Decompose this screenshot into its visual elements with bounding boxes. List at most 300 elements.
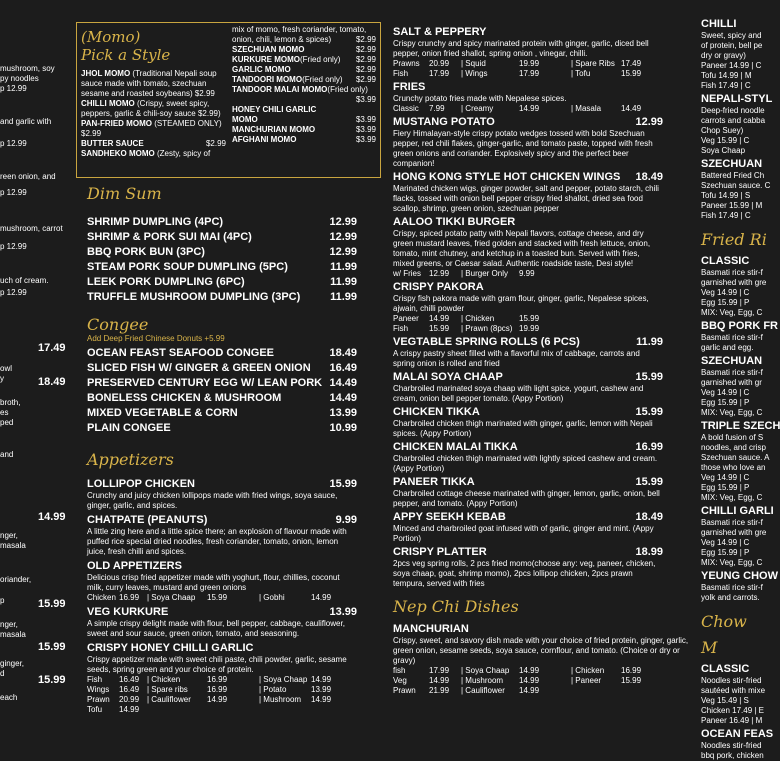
left-column-fragment — [0, 0, 72, 750]
menu-item-name: HONG KONG STYLE HOT CHICKEN WINGS — [393, 171, 621, 183]
classic-variant: Egg 15.99 | P — [701, 298, 750, 307]
dim-sum-price: 11.99 — [330, 291, 357, 303]
menu-item — [393, 441, 663, 474]
variant-cell: 14.49 — [621, 104, 642, 113]
variant-cell: | Chicken — [571, 666, 605, 675]
appetizer-desc: Delicious crisp fried appetizer made with yoghurt, flour, chillies, coconut milk, curry leaves, mustard and green onions — [87, 573, 340, 592]
left-fragment-text: mushroom, soy — [0, 64, 55, 73]
menu-item-desc: Crispy crunchy and spicy marinated protein with ginger, garlic, diced bell pepper, onion fried shallot, spring onion , vinegar, chilli. — [393, 39, 649, 58]
menu-item-desc: Charbroiled cottage cheese marinated with ginger, lemon, garlic, onion, bell pepper, and tomato. (Appy Portion) — [393, 489, 660, 508]
menu-item-name: CHICKEN TIKKA — [393, 406, 480, 418]
classic-chow-variant: Veg 15.49 | S — [701, 696, 749, 705]
menu-item-row — [393, 371, 663, 384]
variant-cell — [621, 314, 657, 324]
menu-item-name: PANEER TIKKA — [393, 476, 475, 488]
variant-cell: 16.99 — [207, 675, 228, 684]
appetizer-item — [87, 606, 357, 639]
left-fragment-text: each — [0, 693, 18, 702]
dim-sum-price: 11.99 — [330, 261, 357, 273]
variant-cell: 16.49 — [119, 675, 140, 684]
left-fragment-price: 18.49 — [38, 376, 66, 388]
menu-item-name: CRISPY PAKORA — [393, 281, 484, 293]
menu-item-row — [393, 546, 663, 559]
momo-line — [232, 115, 376, 125]
menu-item-price: 18.49 — [635, 511, 663, 523]
menu-item-row — [393, 336, 663, 349]
left-fragment-text: py noodles — [0, 74, 39, 83]
variant-cell: Tofu — [87, 705, 103, 714]
momo-item — [81, 69, 226, 99]
momo-line-text — [232, 135, 296, 145]
momo-line-note: (Fried only) — [302, 75, 343, 84]
variant-cell: 17.99 — [519, 69, 540, 78]
chilli-garlic-variant: Veg 14.99 | C — [701, 538, 750, 547]
momo-item-name: CHILLI MOMO — [81, 99, 135, 108]
variant-cell: | Soya Chaap — [147, 593, 196, 602]
left-fragment-text: oriander, — [0, 575, 32, 584]
left-fragment-text: mushroom, carrot — [0, 224, 63, 233]
menu-item-row — [393, 216, 663, 229]
momo-item — [81, 119, 226, 139]
variant-cell: 14.99 — [311, 695, 332, 704]
szechuan-rice-variant: MIX: Veg, Egg, C — [701, 408, 763, 417]
classic-chow-block — [701, 663, 768, 726]
variant-cell — [621, 324, 657, 334]
variant-cell — [571, 324, 621, 334]
momo-line-name: MOMO — [232, 115, 258, 124]
yeung-chow-desc: Basmati rice stir-f — [701, 583, 763, 592]
menu-item-row — [393, 26, 663, 39]
classic-chow-variant: Chicken 17.49 | E — [701, 706, 765, 715]
menu-item — [393, 81, 663, 114]
congee-name: PLAIN CONGEE — [87, 422, 171, 434]
congee-item — [87, 391, 357, 406]
chilli-garlic-variant: MIX: Veg, Egg, C — [701, 558, 763, 567]
menu-item-name: FRIES — [393, 81, 426, 93]
momo-right-list — [232, 25, 376, 145]
momo-line — [232, 65, 376, 75]
variant-cell: | Squid — [461, 59, 486, 68]
classic-variant: Veg 14.99 | C — [701, 288, 750, 297]
momo-line-text — [232, 85, 368, 95]
congee-note: Add Deep Fried Chinese Donuts +5.99 — [87, 334, 225, 343]
momo-item-price: $2.99 — [192, 89, 215, 98]
congee-name: MIXED VEGETABLE & CORN — [87, 407, 238, 419]
variant-table — [393, 666, 693, 696]
momo-line-text — [232, 45, 304, 55]
momo-line-note: (Fried only) — [327, 85, 368, 94]
chilli-garlic-variant: Egg 15.99 | P — [701, 548, 750, 557]
variant-cell — [207, 705, 259, 715]
classic-chow-title: CLASSIC — [701, 663, 750, 675]
dim-sum-item — [87, 245, 357, 260]
menu-item — [393, 406, 663, 439]
momo-line-desc: mix of momo, fresh coriander, tomato, — [232, 25, 367, 34]
dim-sum-name: LEEK PORK DUMPLING (6PC) — [87, 276, 245, 288]
momo-line-name: TANDOOR MALAI MOMO — [232, 85, 328, 94]
manchurian-name: MANCHURIAN — [393, 623, 469, 635]
momo-item-desc: (Zesty, spicy of — [154, 149, 211, 158]
dim-sum-list — [87, 215, 357, 305]
appetizer-item — [87, 478, 357, 511]
variant-cell: 14.99 — [311, 675, 332, 684]
yeung-chow-title: YEUNG CHOW — [701, 570, 778, 582]
appetizers-list — [87, 478, 357, 715]
nepali-block — [701, 93, 773, 156]
appetizer-item — [87, 642, 357, 715]
variant-cell: 15.99 — [519, 314, 540, 323]
variant-cell: 14.99 — [519, 666, 540, 675]
momo-item — [81, 99, 226, 119]
szechuan-desc: Szechuan sauce. C — [701, 181, 771, 190]
variant-cell: 14.99 — [311, 593, 332, 602]
appetizer-name: VEG KURKURE — [87, 606, 169, 618]
variant-table — [87, 593, 357, 603]
congee-price: 14.49 — [329, 392, 357, 404]
center-left-column — [87, 183, 357, 750]
variant-cell: 14.99 — [429, 314, 450, 323]
menu-item-name: APPY SEEKH KEBAB — [393, 511, 506, 523]
variant-cell: 19.99 — [519, 59, 540, 68]
left-fragment-text: nger, — [0, 620, 18, 629]
szechuan-rice-desc: garnished with gr — [701, 378, 762, 387]
momo-left-list — [81, 69, 226, 159]
bbq-pork-desc: Basmati rice stir-f — [701, 333, 763, 342]
left-fragment-text: and — [0, 450, 14, 459]
momo-line — [232, 135, 376, 145]
dim-sum-item — [87, 275, 357, 290]
momo-line — [232, 55, 376, 65]
congee-price: 16.49 — [329, 362, 357, 374]
variant-cell: Classic — [393, 104, 419, 113]
appetizer-price: 15.99 — [329, 478, 357, 490]
menu-item-name: AALOO TIKKI BURGER — [393, 216, 516, 228]
menu-item — [393, 336, 663, 369]
left-fragment-text: reen onion, and — [0, 172, 56, 181]
menu-item-name: VEGTABLE SPRING ROLLS (6 PCS) — [393, 336, 580, 348]
dim-sum-name: SHRIMP DUMPLING (4PC) — [87, 216, 224, 228]
menu-item-name: MUSTANG POTATO — [393, 116, 495, 128]
momo-line-name: MANCHURIAN MOMO — [232, 125, 316, 134]
triple-szechuan-variant: MIX: Veg, Egg, C — [701, 493, 763, 502]
appetizer-desc: A little zing here and a little spice there; an explosion of flavour made with puffed rice special dried noodles, fresh coriander, tomato, onion, lemon juice, fresh chilli and spices. — [87, 527, 347, 556]
left-fragment-text: p 12.99 — [0, 84, 27, 93]
congee-item — [87, 406, 357, 421]
bbq-pork-title: BBQ PORK FR — [701, 320, 778, 332]
szechuan-rice-variant: Egg 15.99 | P — [701, 398, 750, 407]
variant-cell: 15.99 — [621, 676, 642, 685]
classic-desc: Basmati rice stir-f — [701, 268, 763, 277]
szechuan-rice-desc: Basmati rice stir-f — [701, 368, 763, 377]
momo-line-text — [232, 115, 258, 125]
variant-cell: | Chicken — [461, 314, 495, 323]
left-fragment-text: p 12.99 — [0, 188, 27, 197]
appetizer-desc: A simple crispy delight made with flour, bell pepper, cabbage, cauliflower, sweet and sour sauce, green onion, tomato, and seasoning. — [87, 619, 345, 638]
momo-line-name: AFGHANI MOMO — [232, 135, 297, 144]
momo-line — [232, 25, 376, 35]
ocean-feast-block — [701, 728, 774, 761]
chilli-variant: Fish 17.49 | C — [701, 81, 751, 90]
appetizer-price: 13.99 — [329, 606, 357, 618]
chilli-block — [701, 18, 768, 91]
variant-cell: | Mushroom — [461, 676, 504, 685]
congee-price: 10.99 — [329, 422, 357, 434]
variant-cell: 14.99 — [519, 676, 540, 685]
appetizers-heading: Appetizers — [87, 450, 174, 469]
nepali-desc: carrots and cabba — [701, 116, 766, 125]
classic-desc: garnished with gre — [701, 278, 767, 287]
menu-item — [393, 171, 663, 214]
left-fragment-text: y — [0, 374, 4, 383]
variant-cell: | Chicken — [147, 675, 181, 684]
triple-szechuan-title: TRIPLE SZECH — [701, 420, 780, 432]
momo-box — [76, 22, 381, 178]
dim-sum-name: STEAM PORK SOUP DUMPLING (5PC) — [87, 261, 288, 273]
left-fragment-text: owl — [0, 364, 13, 373]
triple-szechuan-desc: A bold fusion of S — [701, 433, 764, 442]
momo-line — [232, 45, 376, 55]
menu-item-price: 16.99 — [635, 441, 663, 453]
left-fragment-text: broth, — [0, 398, 21, 407]
triple-szechuan-block — [701, 420, 780, 503]
momo-line — [232, 85, 376, 95]
variant-cell: 17.99 — [429, 69, 450, 78]
triple-szechuan-variant: Veg 14.99 | C — [701, 473, 750, 482]
menu-item — [393, 546, 663, 589]
congee-item — [87, 376, 357, 391]
menu-item-row — [393, 81, 663, 94]
appetizer-name: LOLLIPOP CHICKEN — [87, 478, 195, 490]
variant-cell: 17.49 — [621, 59, 642, 68]
center-right-column — [393, 26, 689, 750]
menu-item-desc: Fiery Himalayan-style crispy potato wedges tossed with bold Szechuan pepper, red chili flakes, ginger-garlic, and tomato paste, topped with fresh green onions and coriander. Explosively spicy and the perfect beer companion! — [393, 129, 653, 168]
variant-cell: 15.99 — [621, 69, 642, 78]
nepali-desc: Chop Suey) — [701, 126, 744, 135]
menu-item-price: 15.99 — [635, 371, 663, 383]
momo-line — [232, 125, 376, 135]
chilli-desc: Sweet, spicy and — [701, 31, 762, 40]
variant-cell: Veg — [393, 676, 407, 685]
congee-item — [87, 346, 357, 361]
appetizer-name: CHATPATE (PEANUTS) — [87, 514, 208, 526]
menu-item-desc: Charbroiled chicken thigh marinated with ginger, garlic, lemon with Nepali spices. (Appy Portion) — [393, 419, 653, 438]
variant-cell: | Potato — [259, 685, 287, 694]
nepali-variant: Veg 15.99 | C — [701, 136, 750, 145]
triple-szechuan-desc: noodles, and crisp — [701, 443, 766, 452]
variant-cell: Chicken — [87, 593, 116, 602]
momo-line — [232, 35, 376, 45]
variant-cell: | Creamy — [461, 104, 494, 113]
chilli-garlic-title: CHILLI GARLI — [701, 505, 774, 517]
variant-cell: Prawns — [393, 59, 420, 68]
left-fragment-text: ginger, — [0, 659, 25, 668]
left-fragment-text: p — [0, 596, 5, 605]
variant-cell: 20.99 — [429, 59, 450, 68]
yeung-chow-desc: yolk and carrots. — [701, 593, 760, 602]
appetizer-desc: Crispy appetizer made with sweet chili paste, chili powder, garlic, sesame seeds, spring green and your choice of protein. — [87, 655, 347, 674]
menu-item-row — [393, 511, 663, 524]
menu-item-price: 12.99 — [635, 116, 663, 128]
menu-item-price: 15.99 — [635, 476, 663, 488]
momo-item-desc: (Traditional Nepali soup sauce made with tomato, szechuan sesame and roasted soybeans) — [81, 69, 217, 98]
momo-line — [232, 105, 376, 115]
variant-cell: Wings — [87, 685, 110, 694]
momo-line-name: KURKURE MOMO — [232, 55, 300, 64]
variant-table — [393, 314, 663, 334]
momo-item — [81, 139, 226, 149]
appetizer-item — [87, 514, 357, 557]
left-fragment-text: masala — [0, 630, 26, 639]
momo-line-desc: onion, chili, lemon & spices) — [232, 35, 332, 44]
variant-cell: w/ Fries — [393, 269, 421, 278]
momo-line-name: GARLIC MOMO — [232, 65, 291, 74]
left-fragment-text: d — [0, 669, 5, 678]
variant-cell: 13.99 — [311, 685, 332, 694]
congee-heading: Congee — [87, 315, 149, 334]
variant-cell: 16.99 — [621, 666, 642, 675]
szechuan-desc: Battered Fried Ch — [701, 171, 765, 180]
variant-cell: 9.99 — [519, 269, 535, 278]
menu-item-desc: Crispy fish pakora made with gram flour, ginger, garlic, Nepalese spices, ajwain, chilli powder — [393, 294, 649, 313]
chilli-variant: Paneer 14.99 | C — [701, 61, 762, 70]
variant-cell: 15.99 — [429, 324, 450, 333]
szechuan-title: SZECHUAN — [701, 158, 763, 170]
variant-cell: Paneer — [393, 314, 419, 323]
szechuan-variant: Fish 17.49 | C — [701, 211, 751, 220]
left-fragment-text: ped — [0, 418, 14, 427]
menu-item-name: CHICKEN MALAI TIKKA — [393, 441, 518, 453]
variant-cell: | Burger Only — [461, 269, 508, 278]
menu-item-desc: A crispy pastry sheet filled with a flavorful mix of cabbage, carrots and spring onion is rolled and fried — [393, 349, 640, 368]
momo-line — [232, 95, 376, 105]
appetizer-item — [87, 560, 357, 603]
variant-cell: 14.99 — [207, 695, 228, 704]
chilli-desc: dry or gravy) — [701, 51, 746, 60]
variant-cell: 20.99 — [119, 695, 140, 704]
variant-cell: 7.99 — [429, 104, 445, 113]
variant-cell — [259, 705, 311, 715]
menu-item-name: CRISPY PLATTER — [393, 546, 487, 558]
left-fragment-text: p 12.99 — [0, 288, 27, 297]
menu-item-desc: Crispy, spiced potato patty with Nepali flavors, cottage cheese, and dry green mustard leaves, fried golden and stacked with fresh lettuce, onion, tomato, mint chutney, and ketchup in a toasted bun. Served with fries, mixed greens, or Caesar salad. Authentic roadside taste, Desi style! — [393, 229, 651, 268]
right-column-fragment — [701, 18, 780, 760]
variant-cell: 14.99 — [519, 104, 540, 113]
variant-cell — [311, 705, 347, 715]
szechuan-rice-title: SZECHUAN — [701, 355, 763, 367]
ocean-feast-desc: Noodles stir-fried — [701, 741, 762, 750]
chilli-garlic-desc: garnished with gre — [701, 528, 767, 537]
left-fragment-price: 15.99 — [38, 641, 66, 653]
momo-line-text — [232, 65, 291, 75]
left-fragment-price: 14.99 — [38, 511, 66, 523]
classic-block — [701, 255, 768, 318]
nepali-title: NEPALI-STYL — [701, 93, 773, 105]
classic-chow-desc: Noodles stir-fried — [701, 676, 762, 685]
momo-line-name: HONEY CHILI GARLIC — [232, 105, 317, 114]
dim-sum-name: SHRIMP & PORK SUI MAI (4PC) — [87, 231, 252, 243]
variant-table — [393, 269, 663, 279]
momo-item-desc: (Crispy, sweet spicy, peppers, garlic & chili-soy sauce — [81, 99, 210, 118]
dim-sum-item — [87, 230, 357, 245]
momo-line-name: TANDOORI MOMO — [232, 75, 303, 84]
classic-chow-variant: Paneer 16.49 | M — [701, 716, 763, 725]
variant-cell: Prawn — [393, 686, 416, 695]
variant-cell: Prawn — [87, 695, 110, 704]
momo-item-desc: (STEAMED ONLY) — [151, 119, 222, 128]
szechuan-block — [701, 158, 771, 221]
chilli-title: CHILLI — [701, 18, 737, 30]
congee-price: 13.99 — [329, 407, 357, 419]
left-fragment-text: and garlic with — [0, 117, 52, 126]
menu-item-desc: Minced and charbroiled goat infused with of garlic, ginger and mint. (Appy Portion) — [393, 524, 654, 543]
menu-item — [393, 26, 663, 79]
variant-cell: 14.99 — [519, 686, 540, 695]
congee-name: BONELESS CHICKEN & MUSHROOM — [87, 392, 282, 404]
menu-item-name: MALAI SOYA CHAAP — [393, 371, 503, 383]
nepali-desc: Deep-fried noodle — [701, 106, 765, 115]
momo-item-price: $2.99 — [205, 139, 226, 148]
dim-sum-name: TRUFFLE MUSHROOM DUMPLING (3PC) — [87, 291, 301, 303]
congee-name: OCEAN FEAST SEAFOOD CONGEE — [87, 347, 275, 359]
menu-item — [393, 116, 663, 169]
variant-cell: Fish — [393, 69, 409, 78]
left-fragment-text: p 12.99 — [0, 242, 27, 251]
variant-cell: | Tofu — [571, 69, 591, 78]
chilli-garlic-block — [701, 505, 774, 568]
congee-item — [87, 421, 357, 436]
momo-line-price: $3.99 — [355, 135, 376, 144]
menu-item-desc: Crunchy potato fries made with Nepalese spices. — [393, 94, 567, 103]
variant-cell: fish — [393, 666, 406, 675]
dim-sum-item — [87, 260, 357, 275]
dim-sum-item — [87, 215, 357, 230]
nep-chi-heading: Nep Chi Dishes — [393, 597, 519, 616]
congee-price: 14.49 — [329, 377, 357, 389]
variant-cell: | Paneer — [571, 676, 602, 685]
manchurian-desc: Crispy, sweet, and savory dish made with your choice of fried protein, ginger, garlic, green onion, sesame seeds, soya sauce, cornflour, and tomato. (Choice or dry or gravy) — [393, 636, 689, 665]
bbq-pork-desc: garlic and egg. — [701, 343, 754, 352]
variant-table — [393, 104, 663, 114]
dim-sum-price: 12.99 — [329, 231, 357, 243]
momo-line-text — [232, 125, 315, 135]
appetizer-name: OLD APPETIZERS — [87, 560, 182, 572]
momo-item-name: PAN-FRIED MOMO — [81, 119, 152, 128]
variant-cell: | Soya Chaap — [461, 666, 510, 675]
momo-item-price: $2.99) — [195, 109, 221, 118]
variant-cell: 17.99 — [429, 666, 450, 675]
classic-chow-desc: sautéed with mixe — [701, 686, 766, 695]
variant-cell: 19.99 — [519, 324, 540, 333]
variant-cell — [571, 314, 621, 324]
menu-item-desc: Charbroiled marinated soya chaap with light spice, yogurt, cashew and cream, onion bell pepper tomato. (Appy Portion) — [393, 384, 644, 403]
momo-line-price: $2.99 — [355, 35, 376, 44]
variant-table — [393, 59, 663, 79]
dim-sum-heading: Dim Sum — [87, 184, 162, 203]
left-fragment-text: uch of cream. — [0, 276, 49, 285]
momo-line-note: (Fried only) — [300, 55, 341, 64]
szechuan-variant: Paneer 15.99 | M — [701, 201, 763, 210]
variant-cell: 14.99 — [429, 676, 450, 685]
ocean-feast-title: OCEAN FEAS — [701, 728, 774, 740]
congee-item — [87, 361, 357, 376]
triple-szechuan-variant: Egg 15.99 | P — [701, 483, 750, 492]
classic-title: CLASSIC — [701, 255, 750, 267]
appetizer-row — [87, 514, 357, 527]
left-fragment-text: masala — [0, 541, 26, 550]
chow-mein-heading: Chow M — [701, 612, 747, 657]
variant-cell: | Cauliflower — [461, 686, 505, 695]
left-fragment-price: 15.99 — [38, 674, 66, 686]
